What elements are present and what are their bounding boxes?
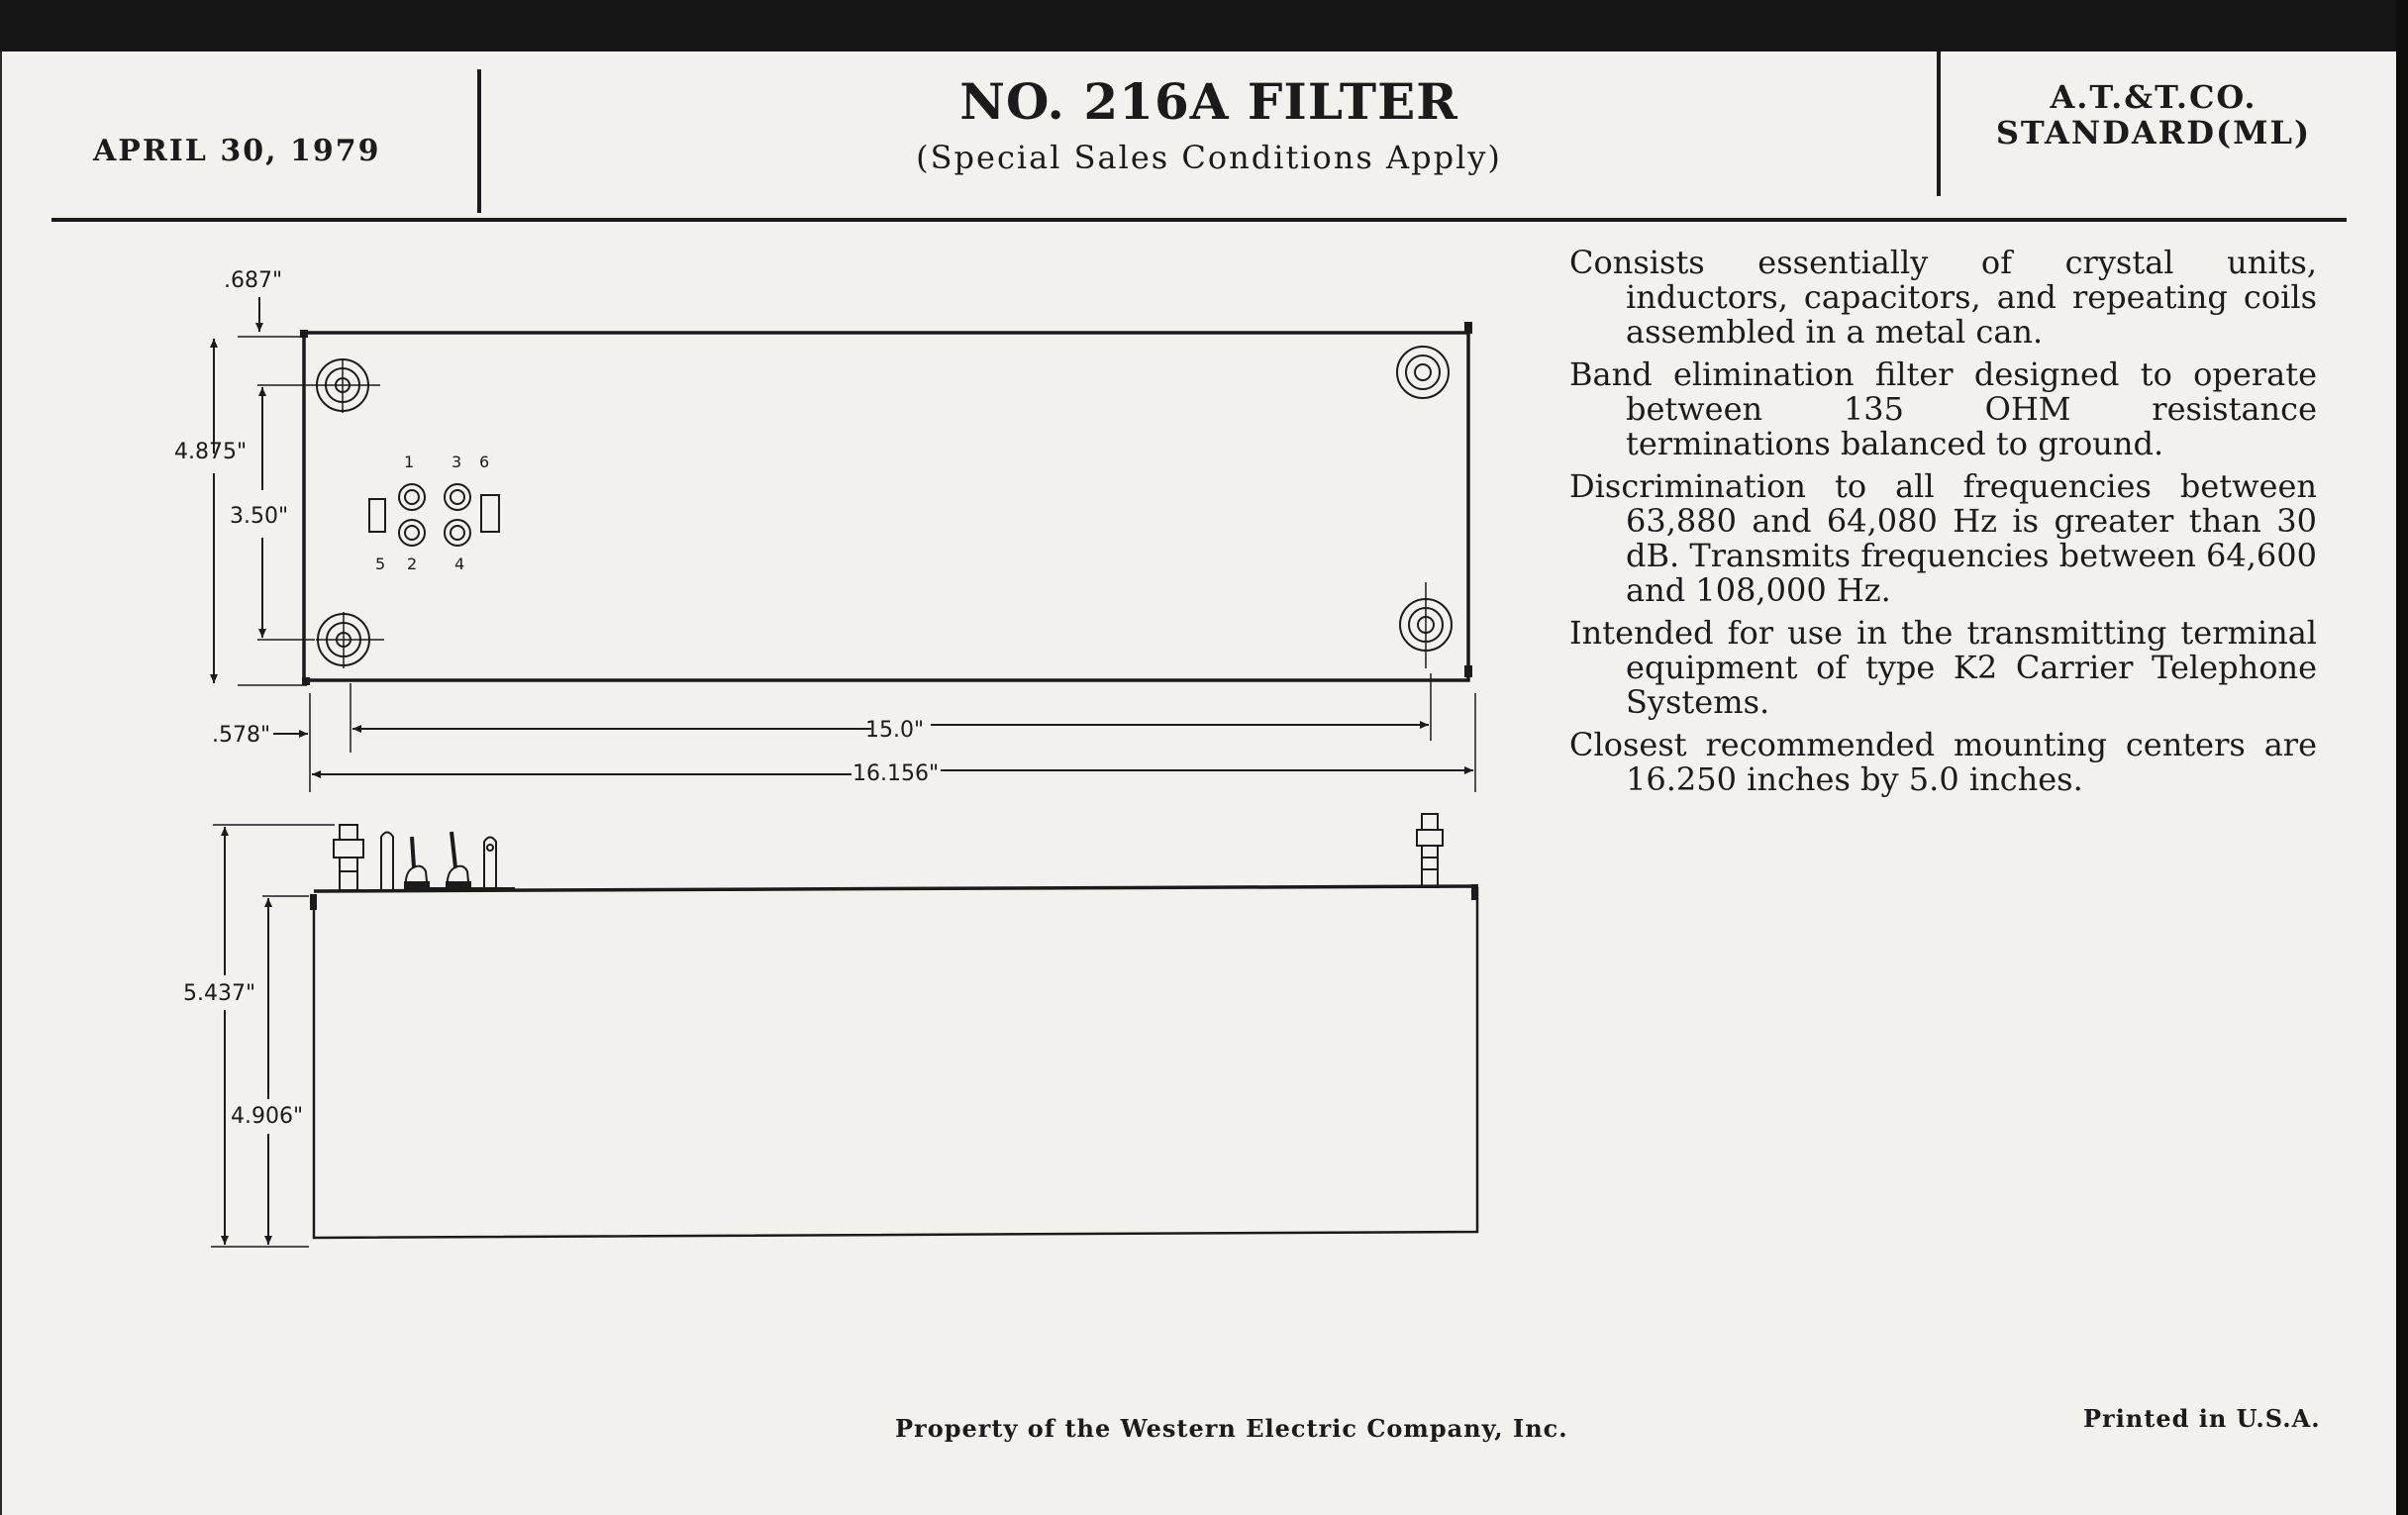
mounting-stud-bottom-right bbox=[1400, 582, 1452, 668]
terminal-label-3: 3 bbox=[452, 453, 462, 471]
page-subtitle: (Special Sales Conditions Apply) bbox=[916, 139, 1502, 176]
page-title: NO. 216A FILTER bbox=[959, 72, 1458, 131]
mounting-stud-bottom-left bbox=[316, 612, 384, 668]
scan-border bbox=[2396, 0, 2408, 1515]
dim-mounting-width: 15.0" bbox=[865, 718, 925, 743]
dim-overall-height: 5.437" bbox=[183, 981, 256, 1006]
terminal-label-2: 2 bbox=[407, 555, 418, 573]
dim-inner-height: 3.50" bbox=[230, 504, 289, 529]
terminal-block bbox=[369, 484, 499, 546]
side-view-can bbox=[314, 887, 1477, 1238]
header-divider-right bbox=[1937, 51, 1941, 196]
standard-line-1: A.T.&T.CO. bbox=[2050, 78, 2258, 116]
description-paragraph: Consists essentially of crystal units, inductors, capacitors, and repeating coils assembled in a metal can. bbox=[1569, 244, 2317, 351]
dim-left-offset: .578" bbox=[212, 723, 271, 748]
standard-label bbox=[1956, 79, 2352, 151]
description-paragraph: Band elimination filter designed to operate between 135 OHM resistance terminations balanced to ground. bbox=[1569, 355, 2317, 462]
standard-line-2: STANDARD(ML) bbox=[1995, 114, 2312, 152]
side-view-terminals bbox=[334, 825, 515, 891]
issue-date: APRIL 30, 1979 bbox=[93, 134, 381, 168]
dim-height: 4.875" bbox=[174, 440, 248, 464]
description-paragraph: Discrimination to all frequencies between 63,880 and 64,080 Hz is greater than 30 dB. Transmits frequencies between 64,600 and 108,000 Hz. bbox=[1569, 467, 2317, 609]
description-paragraph: Intended for use in the transmitting terminal equipment of type K2 Carrier Telephone Systems. bbox=[1569, 614, 2317, 721]
mounting-stud-top-left bbox=[315, 358, 380, 413]
terminal-label-1: 1 bbox=[404, 453, 415, 471]
side-view-right-stud bbox=[1417, 814, 1443, 887]
dim-overall-width: 16.156" bbox=[853, 761, 940, 786]
property-notice: Property of the Western Electric Company, Inc. bbox=[895, 1414, 1568, 1443]
top-view-enclosure bbox=[304, 333, 1468, 680]
terminal-label-5: 5 bbox=[375, 555, 386, 573]
terminal-label-4: 4 bbox=[454, 555, 465, 573]
terminal-label-6: 6 bbox=[479, 453, 490, 471]
printed-in-notice: Printed in U.S.A. bbox=[2083, 1404, 2321, 1433]
mounting-stud-top-right bbox=[1397, 347, 1449, 398]
description-paragraph: Closest recommended mounting centers are 16.250 inches by 5.0 inches. bbox=[1569, 726, 2317, 798]
description-block bbox=[1569, 246, 2317, 805]
dim-top-offset: .687" bbox=[224, 268, 283, 293]
dim-can-height: 4.906" bbox=[231, 1104, 304, 1129]
